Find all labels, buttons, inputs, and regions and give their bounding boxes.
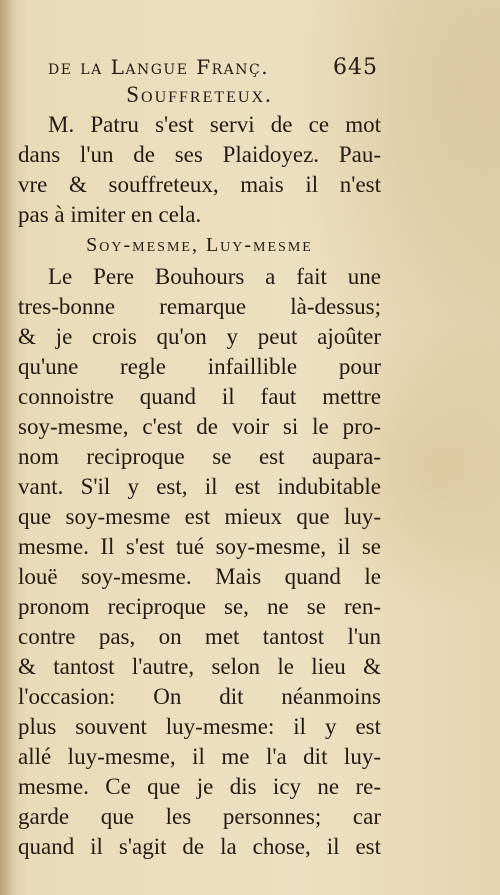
- page-number: 645: [333, 55, 378, 80]
- text-line: pronom reciproque se, ne se ren-: [18, 594, 381, 619]
- text-line: soy-mesme, c'est de voir si le pro-: [18, 414, 381, 439]
- gutter-shadow: [0, 0, 14, 895]
- text-line: Le Pere Bouhours a fait une: [48, 264, 381, 289]
- entry-heading: Soy-mesme, Luy-mesme: [86, 234, 313, 256]
- running-head: [48, 55, 378, 80]
- text-line: mesme. Il s'est tué soy-mesme, il se: [18, 534, 381, 559]
- text-line: que soy-mesme est mieux que luy-: [18, 504, 381, 529]
- text-line: quand il s'agit de la chose, il est: [18, 834, 381, 859]
- text-line: vre & souffreteux, mais il n'est: [18, 172, 381, 197]
- text-line: tres-bonne remarque là-dessus;: [18, 294, 381, 319]
- text-line: l'occasion: On dit néanmoins: [18, 684, 381, 709]
- text-line: garde que les personnes; car: [18, 804, 381, 829]
- text-line: connoistre quand il faut mettre: [18, 384, 381, 409]
- text-line: dans l'un de ses Plaidoyez. Pau-: [18, 142, 381, 167]
- text-line: mesme. Ce que je dis icy ne re-: [18, 774, 381, 799]
- text-line: qu'une regle infaillible pour: [18, 354, 381, 379]
- text-line: contre pas, on met tantost l'un: [18, 624, 381, 649]
- text-line: pas à imiter en cela.: [18, 202, 202, 227]
- entry-heading: Souffreteux.: [126, 82, 273, 107]
- text-line: vant. S'il y est, il est indubitable: [18, 474, 381, 499]
- text-line: M. Patru s'est servi de ce mot: [48, 112, 381, 137]
- text-line: allé luy-mesme, il me l'a dit luy-: [18, 744, 381, 769]
- text-line: & je crois qu'on y peut ajoûter: [18, 324, 381, 349]
- text-line: nom reciproque se est aupara-: [18, 444, 381, 469]
- running-head-title: de la Langue Franç.: [48, 55, 270, 79]
- text-line: louë soy-mesme. Mais quand le: [18, 564, 381, 589]
- text-line: & tantost l'autre, selon le lieu &: [18, 654, 381, 679]
- text-line: plus souvent luy-mesme: il y est: [18, 714, 381, 739]
